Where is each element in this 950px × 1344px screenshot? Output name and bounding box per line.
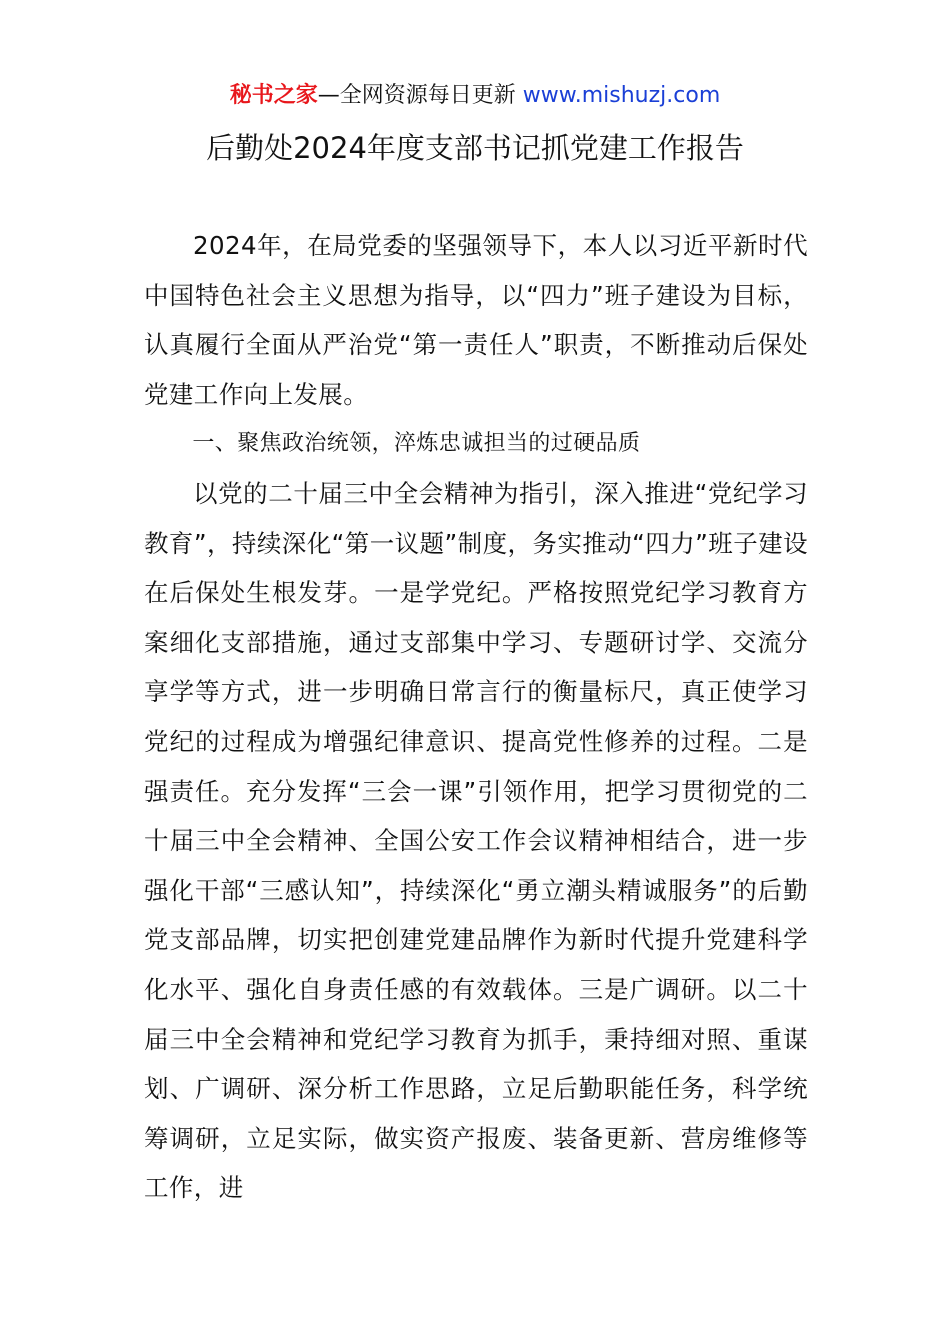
site-name: 秘书之家 [229,83,318,108]
body-paragraph: 以党的二十届三中全会精神为指引，深入推进“党纪学习教育”，持续深化“第一议题”制度，务实推动“四力”班子建设在后保处生根发芽。一是学党纪。严格按照党纪学习教育方案细化支部措施，通过支部集中学习、专题研讨学、交流分享学等方式，进一步明确日常言行的衡量标尺，真正使学习党纪的过程成为增强纪律意识、提高党性修养的过程。二是强责任。充分发挥“三会一课”引领作用，把学习贯彻党的二十届三中全会精神、全国公安工作会议精神相结合，进一步强化干部“三感认知”，持续深化“勇立潮头精诚服务”的后勤党支部品牌，切实把创建党建品牌作为新时代提升党建科学化水平、强化自身责任感的有效载体。三是广调研。以二十届三中全会精神和党纪学习教育为抓手，秉持细对照、重谋划、广调研、深分析工作思路，立足后勤职能任务，科学统筹调研，立足实际，做实资产报废、装备更新、营房维修等工作，进 [144,478,808,1203]
site-tagline: —全网资源每日更新 [317,83,523,108]
site-header [0,80,950,112]
document-body [144,221,808,1213]
section-heading: 一、聚焦政治统领，淬炼忠诚担当的过硬品质 [192,431,641,457]
document-title: 后勤处2024年度支部书记抓党建工作报告 [206,131,744,165]
intro-paragraph: 2024年，在局党委的坚强领导下，本人以习近平新时代中国特色社会主义思想为指导，以“四力”班子建设为目标，认真履行全面从严治党“第一责任人”职责，不断推动后保处党建工作向上发展。 [144,231,808,409]
site-url-link[interactable]: www.mishuzj.com [522,83,721,108]
